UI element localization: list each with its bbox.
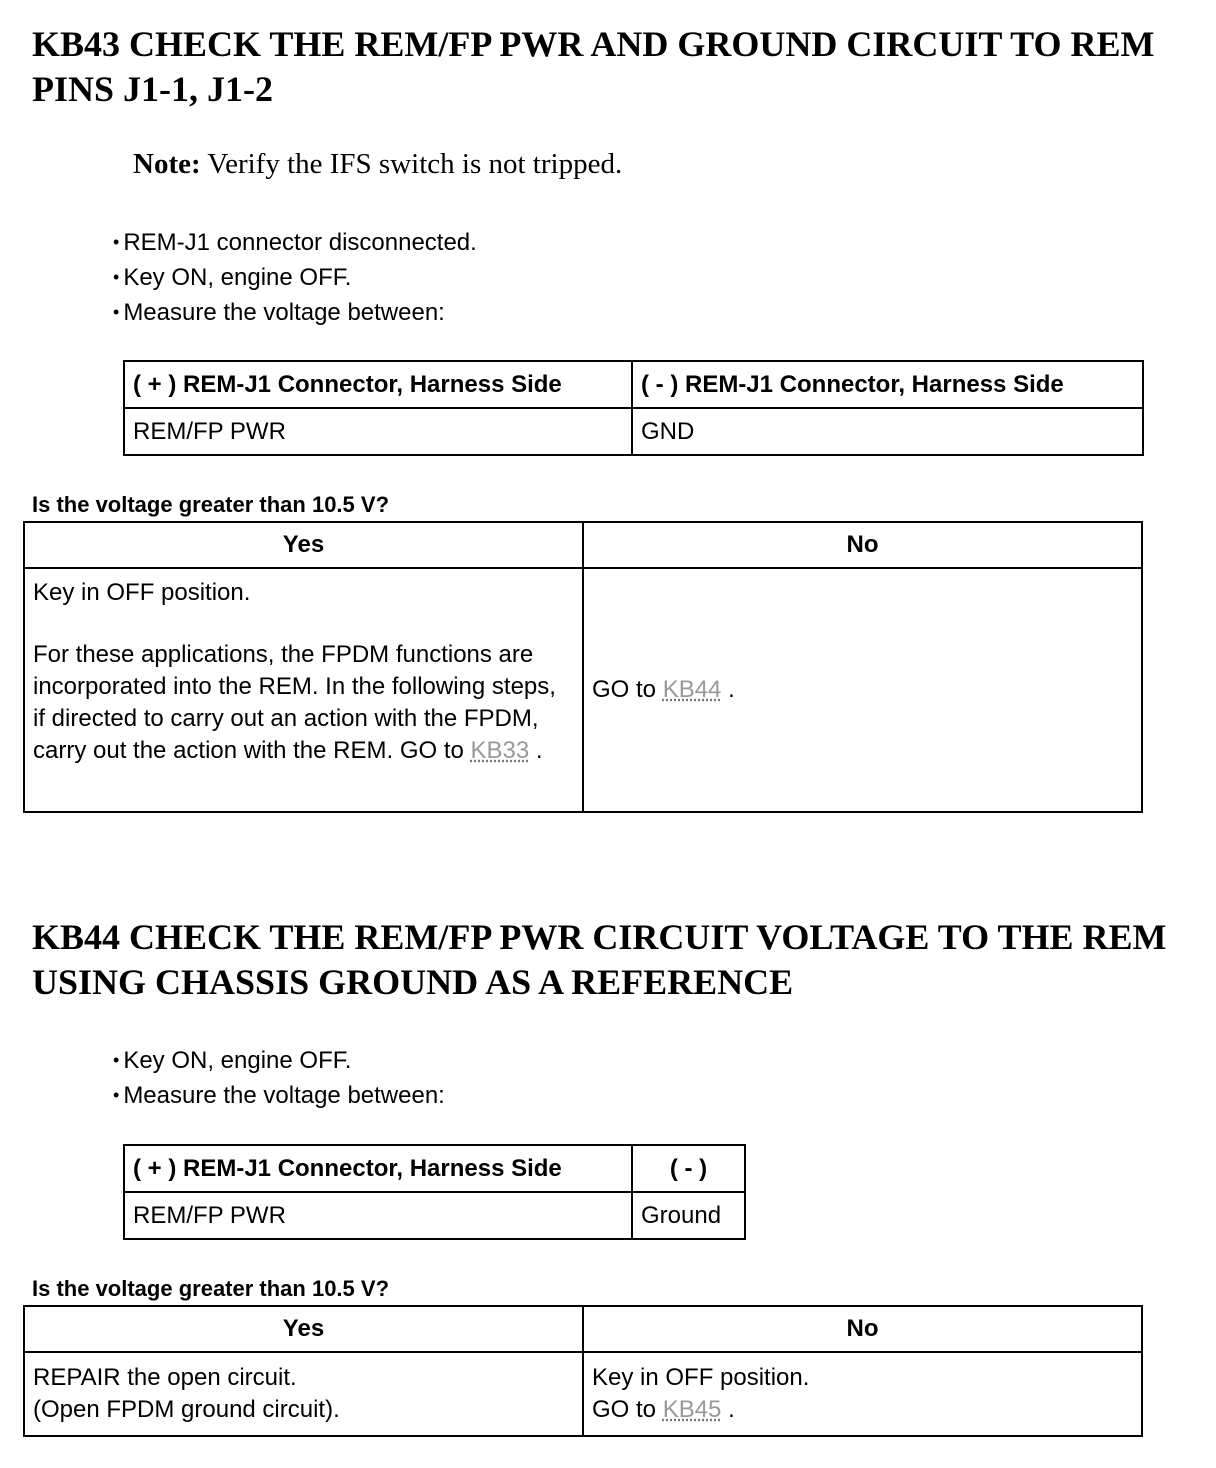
yes-text: For these applications, the FPDM functions are incorporated into the REM. In the following steps, if directed to carry out an action with the FPDM, carry out the action with the REM. GO to [33,641,556,764]
table-cell: REM/FP PWR [124,1192,632,1239]
table-header: ( - ) [632,1145,745,1192]
kb43-note [133,148,622,181]
table-header: ( + ) REM-J1 Connector, Harness Side [124,361,632,408]
note-text: Verify the IFS switch is not tripped. [200,148,623,180]
no-line [592,1394,1133,1426]
no-header: No [583,522,1142,568]
table-cell: REM/FP PWR [124,408,632,455]
no-text: GO to [592,676,663,703]
kb44-measure-table [123,1144,746,1240]
table-header: ( + ) REM-J1 Connector, Harness Side [124,1145,632,1192]
kb33-link[interactable]: KB33 [470,737,530,764]
yes-header: Yes [24,1306,583,1352]
kb44-steps [113,1043,445,1113]
table-cell: Ground [632,1192,745,1239]
no-line: Key in OFF position. [592,1364,810,1391]
kb44-question: Is the voltage greater than 10.5 V? [32,1276,390,1301]
no-cell [583,1352,1142,1436]
no-cell [583,568,1142,812]
period: . [721,676,735,703]
kb43-result-table [23,521,1143,813]
kb44-link[interactable]: KB44 [662,676,722,703]
no-header: No [583,1306,1142,1352]
kb43-steps [113,225,477,330]
yes-line: Key in OFF position. [33,579,251,606]
list-item: • REM-J1 connector disconnected. [113,225,477,260]
kb45-link[interactable]: KB45 [662,1396,722,1423]
kb43-measure-table [123,360,1144,456]
kb44-result-table [23,1305,1143,1437]
yes-cell [24,1352,583,1436]
kb44-title: KB44 CHECK THE REM/FP PWR CIRCUIT VOLTAGE TO THE REM USING CHASSIS GROUND AS A REFERENCE [32,917,1167,1002]
no-text: GO to [592,1396,663,1423]
kb43-question: Is the voltage greater than 10.5 V? [32,492,390,517]
yes-cell [24,568,583,812]
yes-line: REPAIR the open circuit. [33,1364,297,1391]
note-label: Note: [133,148,201,180]
list-item: • Measure the voltage between: [113,1078,445,1113]
kb43-title: KB43 CHECK THE REM/FP PWR AND GROUND CIRCUIT TO REM PINS J1-1, J1-2 [32,24,1155,109]
period: . [529,737,543,764]
period: . [721,1396,735,1423]
yes-paragraph [33,639,574,767]
table-header: ( - ) REM-J1 Connector, Harness Side [632,361,1143,408]
table-cell: GND [632,408,1143,455]
list-item: • Measure the voltage between: [113,295,477,330]
yes-header: Yes [24,522,583,568]
list-item: • Key ON, engine OFF. [113,260,477,295]
yes-line: (Open FPDM ground circuit). [33,1396,340,1423]
list-item: • Key ON, engine OFF. [113,1043,445,1078]
